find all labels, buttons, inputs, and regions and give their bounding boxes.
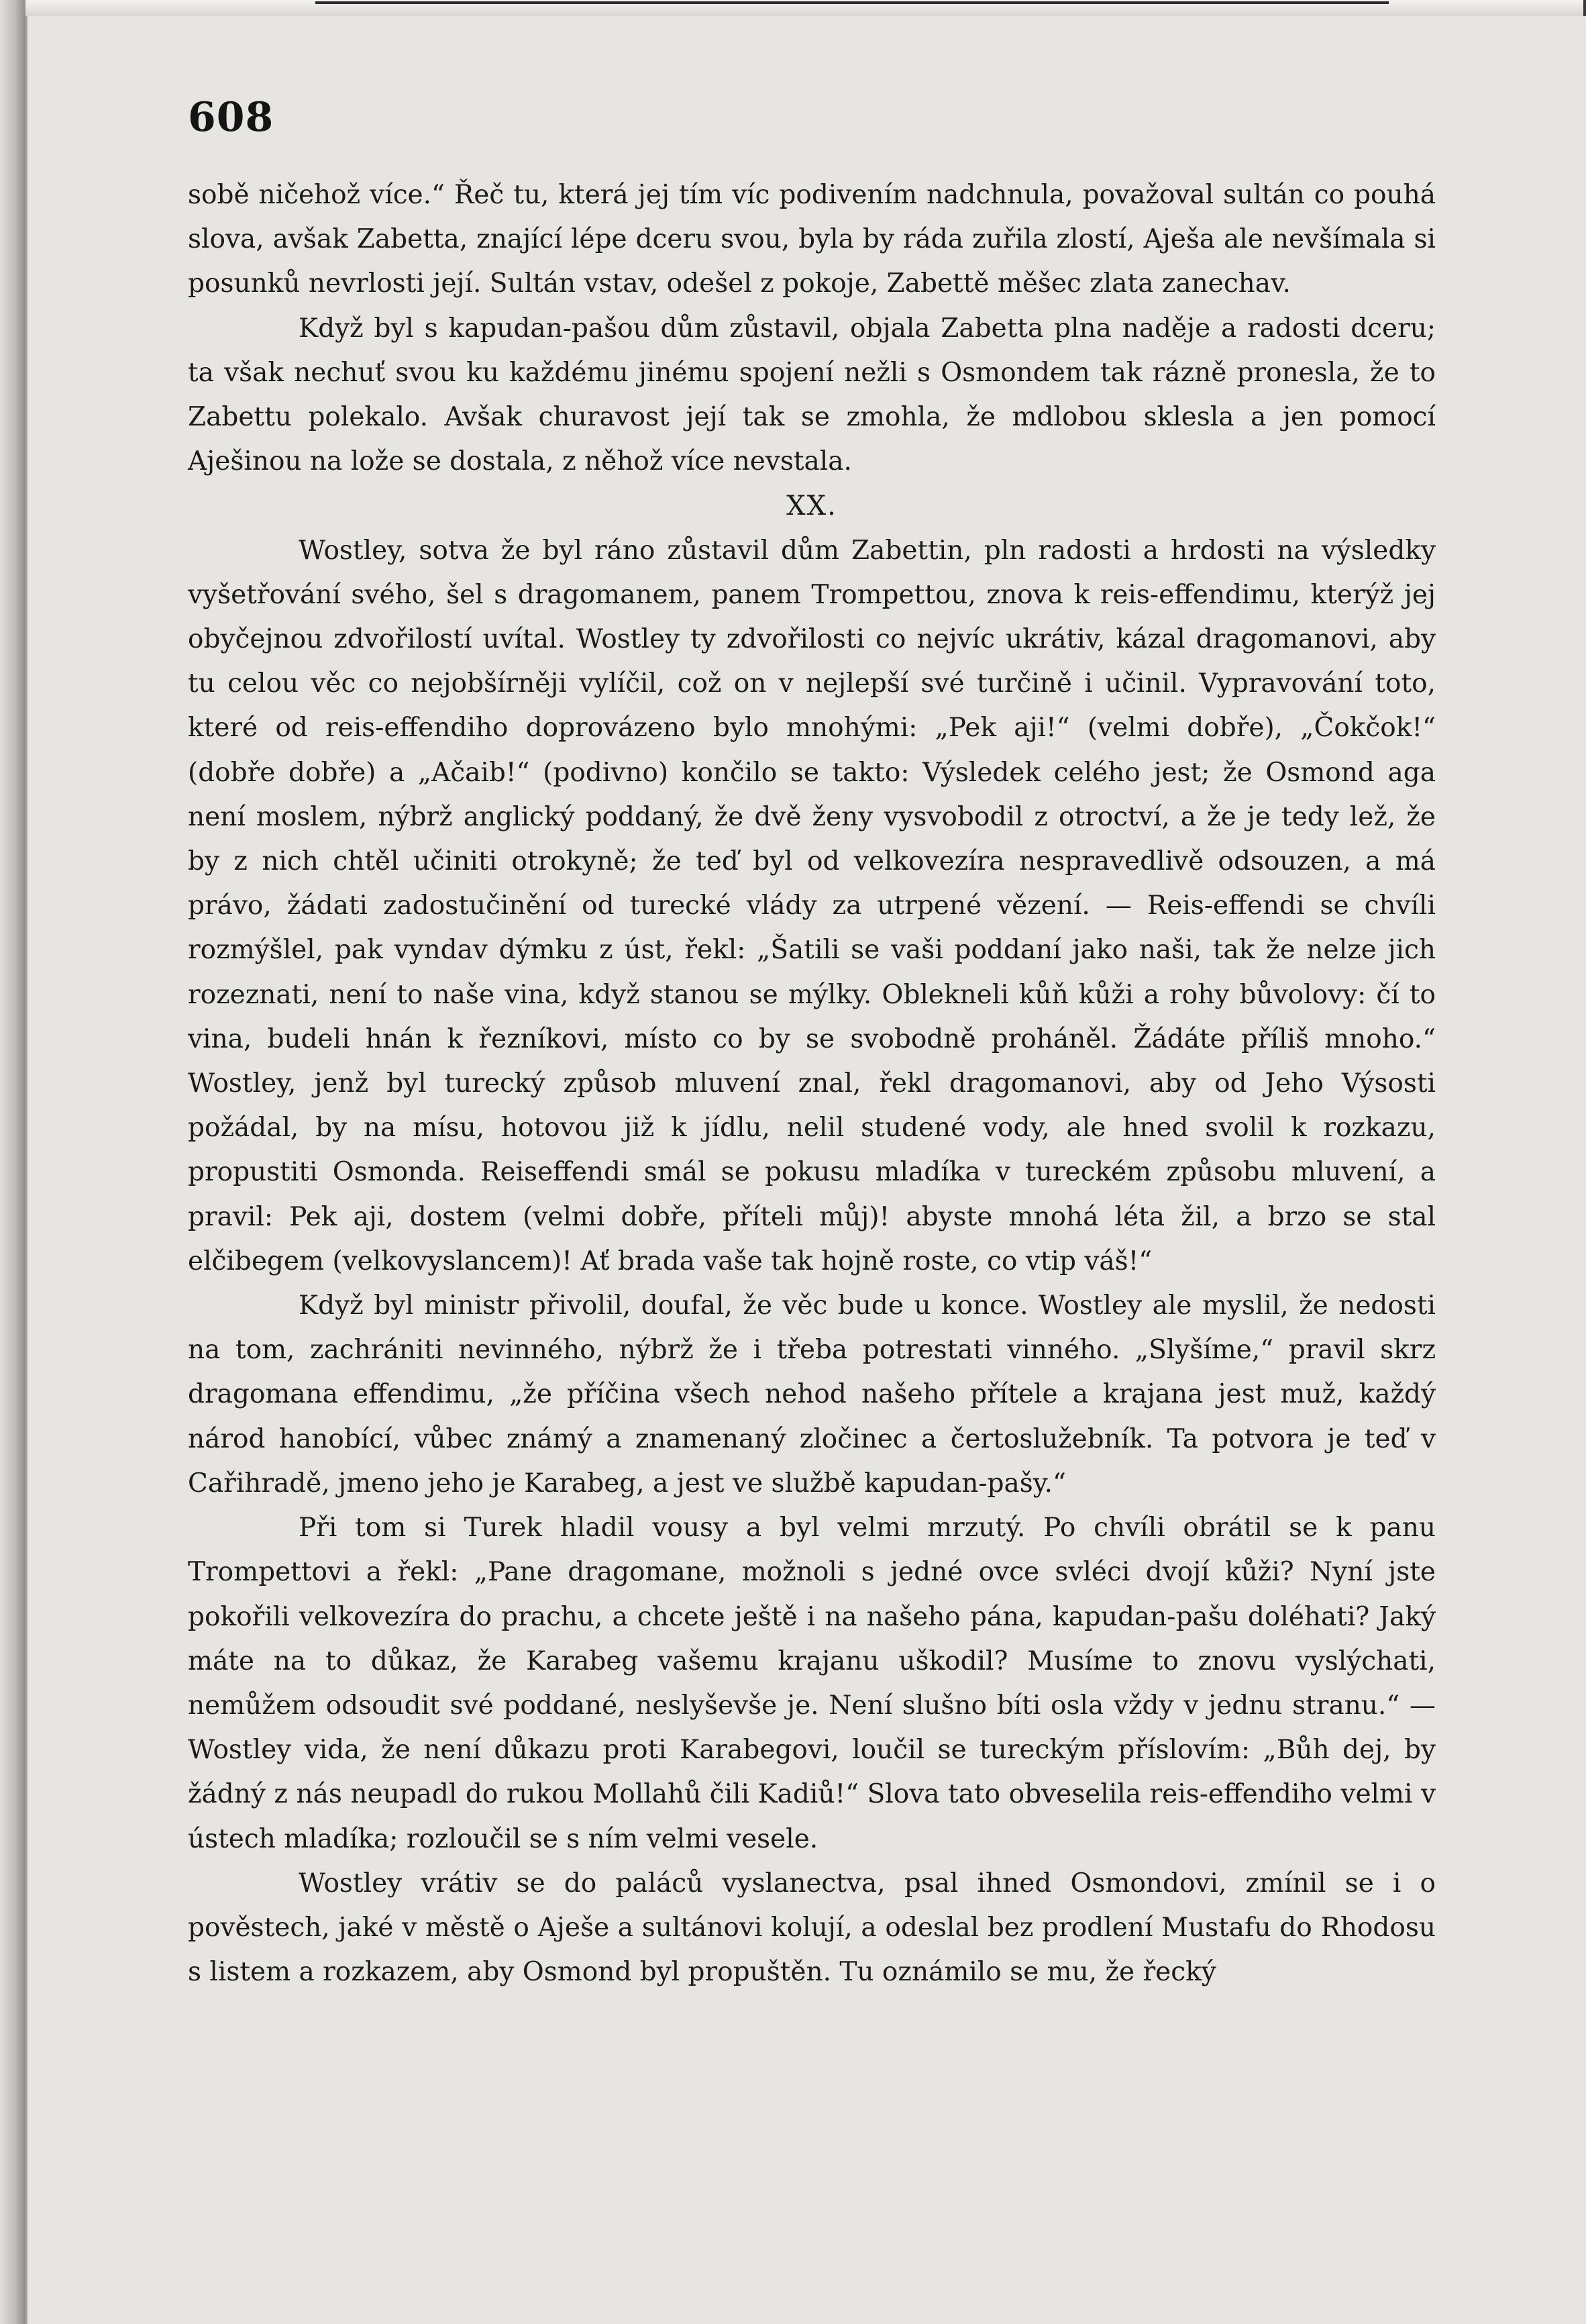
- paragraph: Když byl ministr přivolil, doufal, že věc bude u konce. Wostley ale myslil, že nedosti na tom, zachrániti nevinného, nýbrž že i třeba potrestati vinného. „Slyšíme,“ pravil skrz dragomana effendimu, „že příčina všech nehod našeho přítele a krajana jest muž, každý národ hanobící, vůbec známý a znamenaný zločinec a čertoslužebník. Ta potvora je teď v Cařihradě, jmeno jeho je Karabeg, a jest ve službě kapudan-pašy.“: [188, 1291, 1436, 1499]
- paragraph: Při tom si Turek hladil vousy a byl velmi mrzutý. Po chvíli obrátil se k panu Trompettovi a řekl: „Pane dragomane, možnoli s jedné ovce svléci dvojí kůži? Nyní jste pokořili velkovezíra do prachu, a chcete ještě i na našeho pána, kapudan-pašu doléhati? Jaký máte na to důkaz, že Karabeg vašemu krajanu uškodil? Musíme to znovu vyslýchati, nemůžem odsoudit své poddané, neslyševše je. Není slušno bíti osla vždy v jednu stranu.“ — Wostley vida, že není důkazu proti Karabegovi, loučil se tureckým příslovím: „Bůh dej, by žádný z nás neupadl do rukou Mollahů čili Kadiů!“ Slova tato obveselila reis-effendiho velmi v ústech mladíka; rozloučil se s ním velmi vesele.: [188, 1513, 1436, 1854]
- paragraph: Když byl s kapudan-pašou dům zůstavil, objala Zabetta plna naděje a radosti dceru; ta však nechuť svou ku každému jinému spojení nežli s Osmondem tak rázně pronesla, že to Zabettu polekalo. Avšak churavost její tak se zmohla, že mdlobou sklesla a jen pomocí Aješinou na lože se dostala, z něhož více nevstala.: [188, 313, 1436, 477]
- page-text: [188, 173, 1436, 1994]
- page-left-edge: [0, 0, 25, 2324]
- paragraph: Wostley, sotva že byl ráno zůstavil dům Zabettin, pln radosti a hrdosti na výsledky vyšetřování svého, šel s dragomanem, panem Trompettou, znova k reis-effendimu, kterýž jej obyčejnou zdvořilostí uvítal. Wostley ty zdvořilosti co nejvíc ukrátiv, kázal dragomanovi, aby tu celou věc co nejobšírněji vylíčil, což on v nejlepší své turčině i učinil. Vypravování toto, které od reis-effendiho doprovázeno bylo mnohými: „Pek aji!“ (velmi dobře), „Čokčok!“ (dobře dobře) a „Ačaib!“ (podivno) končilo se takto: Výsledek celého jest; že Osmond aga není moslem, nýbrž anglický poddaný, že dvě ženy vysvobodil z otroctví, a že je tedy lež, že by z nich chtěl učiniti otrokyně; že teď byl od velkovezíra nespravedlivě odsouzen, a má právo, žádati zadostučinění od turecké vlády za utrpené vězení. — Reis-effendi se chvíli rozmýšlel, pak vyndav dýmku z úst, řekl: „Šatili se vaši poddaní jako naši, tak že nelze jich rozeznati, není to naše vina, když stanou se mýlky. Oblekneli kůň kůži a rohy bůvolovy: čí to vina, budeli hnán k řezníkovi, místo co by se svobodně proháněl. Žádáte příliš mnoho.“ Wostley, jenž byl turecký způsob mluvení znal, řekl dragomanovi, aby od Jeho Výsosti požádal, by na mísu, hotovou již k jídlu, nelil studené vody, ale hned svolil k rozkazu, propustiti Osmonda. Reiseffendi smál se pokusu mladíka v tureckém způsobu mluvení, a pravil: Pek aji, dostem (velmi dobře, příteli můj)! abyste mnohá léta žil, a brzo se stal elčibegem (velkovyslancem)! Ať brada vaše tak hojně roste, co vtip váš!“: [188, 535, 1436, 1276]
- chapter-heading: XX.: [786, 491, 837, 522]
- paragraph: Wostley vrátiv se do paláců vyslanectva, psal ihned Osmondovi, zmínil se i o pověstech, jaké v městě o Aješe a sultánovi kolují, a odeslal bez prodlení Mustafu do Rhodosu s listem a rozkazem, aby Osmond byl propuštěn. Tu oznámilo se mu, že řecký: [188, 1868, 1436, 1988]
- page-number: 608: [188, 94, 274, 141]
- scan-top-border: [315, 1, 1389, 4]
- paragraph: sobě ničehož více.“ Řeč tu, která jej tím víc podivením nadchnula, považoval sultán co pouhá slova, avšak Zabetta, znající lépe dceru svou, byla by ráda zuřila zlostí, Aješa ale nevšímala si posunků nevrlosti její. Sultán vstav, odešel z pokoje, Zabettě měšec zlata zanechav.: [188, 180, 1436, 299]
